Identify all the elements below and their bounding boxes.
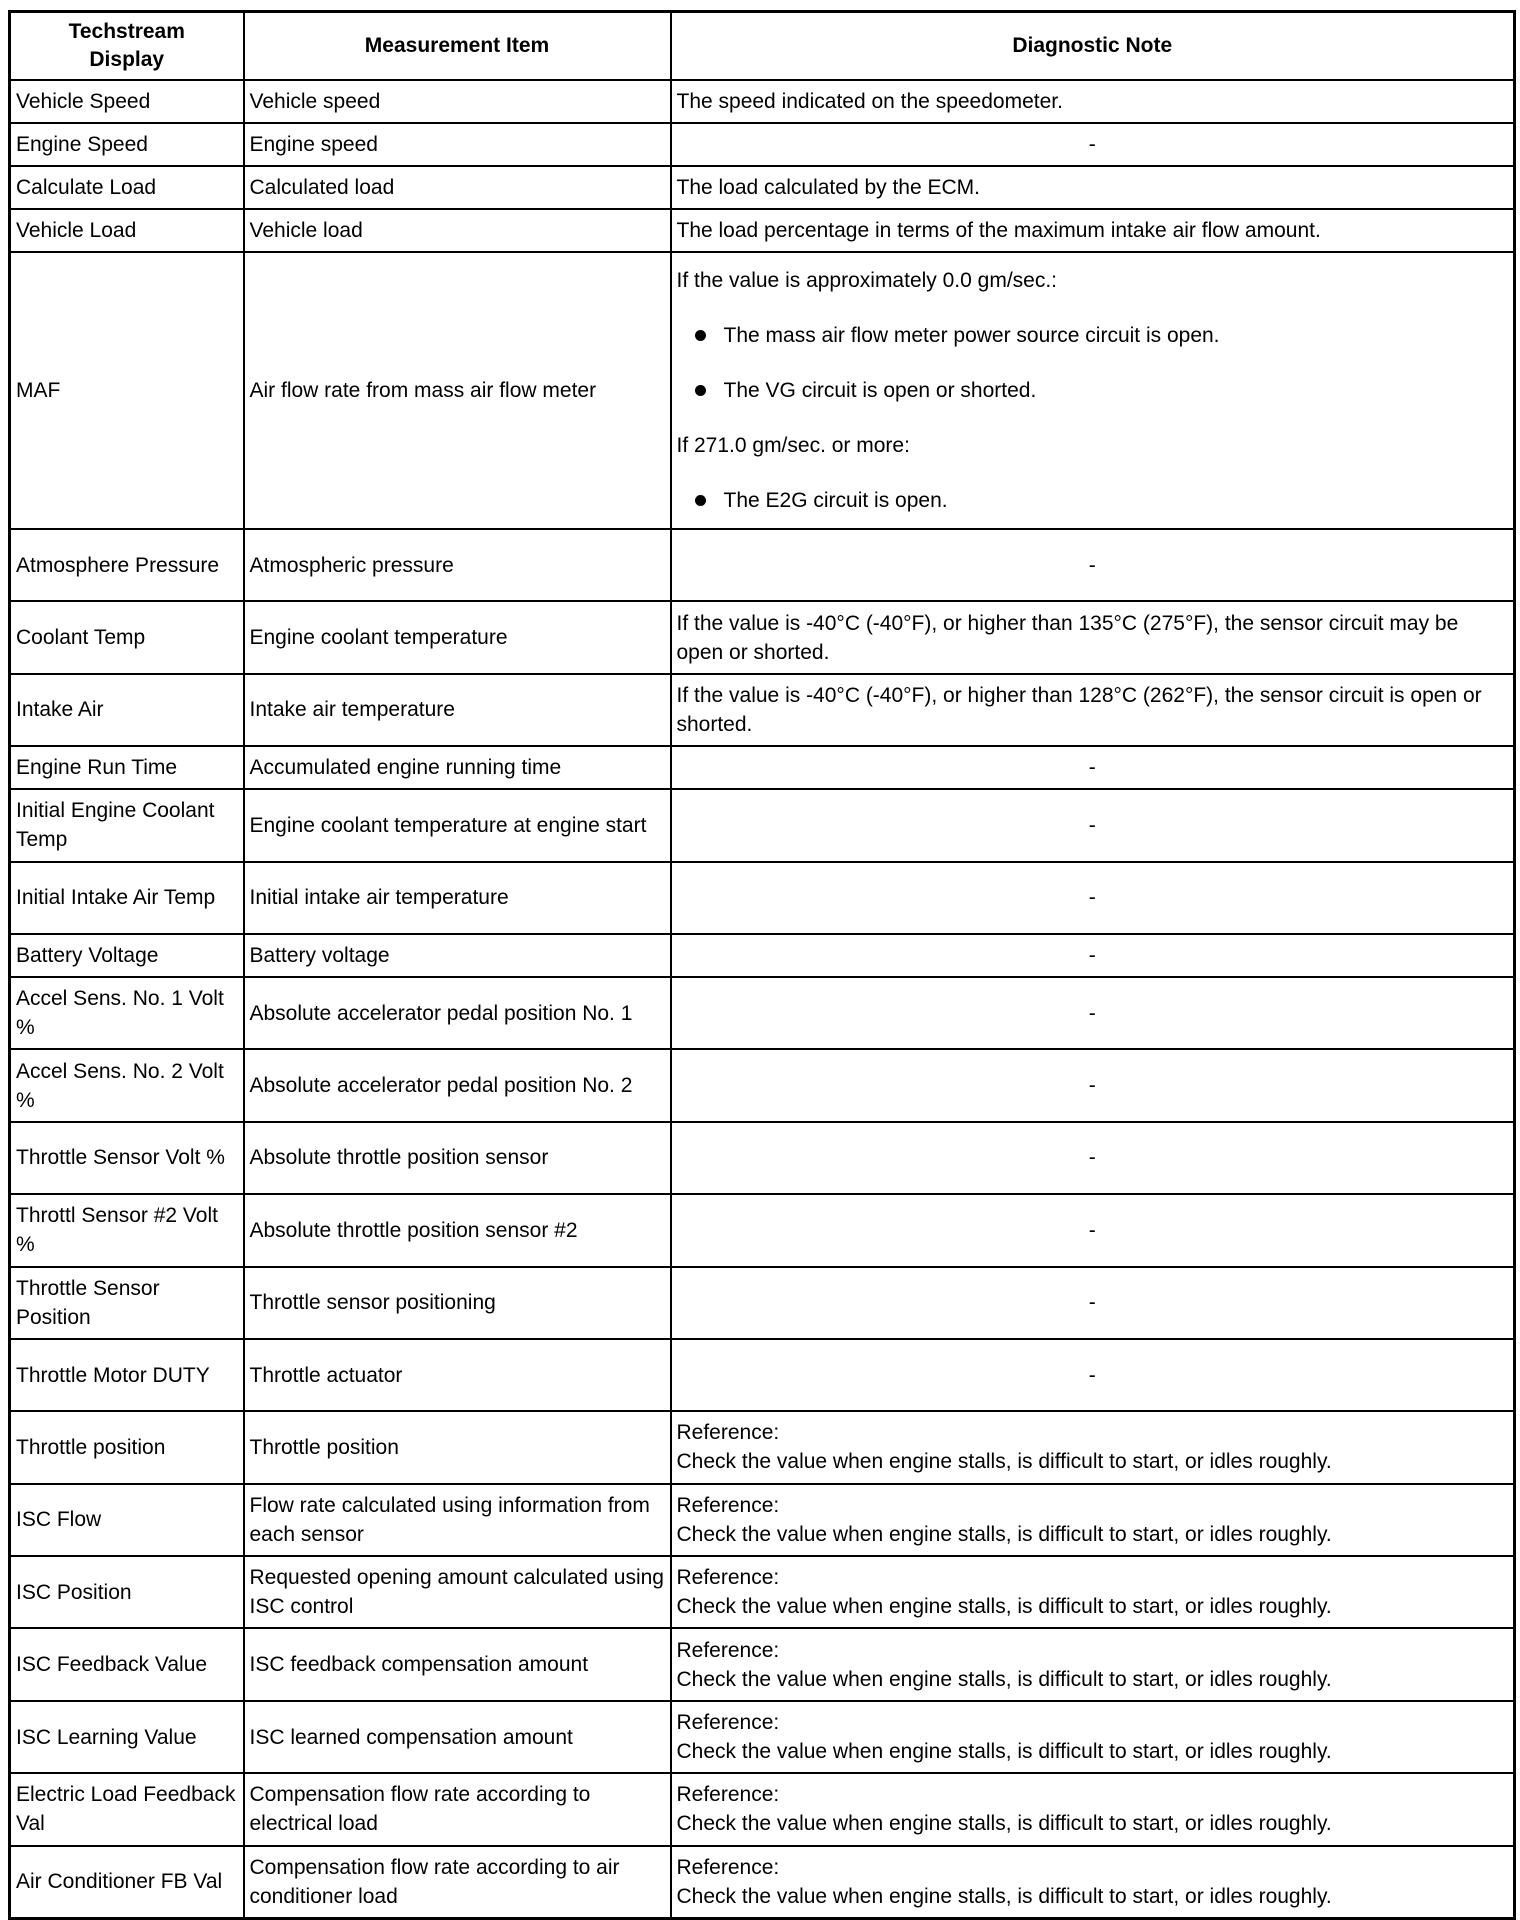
- techstream-display-cell: Coolant Temp: [10, 601, 244, 673]
- note-paragraph: If 271.0 gm/sec. or more:: [676, 434, 910, 457]
- techstream-display-cell: Accel Sens. No. 2 Volt %: [10, 1049, 244, 1121]
- techstream-display-cell: Throttle position: [10, 1411, 244, 1483]
- header-diagnostic-note: Diagnostic Note: [671, 12, 1515, 81]
- techstream-display-cell: Battery Voltage: [10, 934, 244, 977]
- diagnostic-note-cell: -: [671, 1339, 1515, 1411]
- bullet-item: [677, 308, 1509, 363]
- techstream-display-cell: Initial Intake Air Temp: [10, 862, 244, 934]
- table-row: [10, 674, 1515, 746]
- measurement-item-cell: Compensation flow rate according to air conditioner load: [244, 1846, 671, 1919]
- measurement-item-cell: ISC learned compensation amount: [244, 1701, 671, 1773]
- diagnostic-note-cell: -: [671, 934, 1515, 977]
- table-row: [10, 529, 1515, 601]
- diagnostic-note-cell: -: [671, 746, 1515, 789]
- diagnostic-note-cell: -: [671, 529, 1515, 601]
- diagnostic-note-cell: The load percentage in terms of the maximum intake air flow amount.: [671, 209, 1515, 252]
- techstream-display-cell: Vehicle Speed: [10, 80, 244, 123]
- bullet-text: The mass air flow meter power source circuit is open.: [723, 324, 1220, 347]
- diagnostic-note-cell: -: [671, 1194, 1515, 1266]
- measurement-item-cell: Throttle sensor positioning: [244, 1267, 671, 1339]
- measurement-item-cell: ISC feedback compensation amount: [244, 1628, 671, 1700]
- measurement-item-cell: Throttle position: [244, 1411, 671, 1483]
- table-row: [10, 1339, 1515, 1411]
- measurement-item-cell: Absolute throttle position sensor #2: [244, 1194, 671, 1266]
- table-row: [10, 1411, 1515, 1483]
- measurement-item-cell: Initial intake air temperature: [244, 862, 671, 934]
- diagnostic-note-cell: Reference: Check the value when engine stalls, is difficult to start, or idles roughly.: [671, 1846, 1515, 1919]
- measurement-item-cell: Absolute accelerator pedal position No. 2: [244, 1049, 671, 1121]
- bullet-text: The E2G circuit is open.: [723, 489, 948, 512]
- table-row: [10, 746, 1515, 789]
- bullet-item: [677, 473, 1509, 528]
- table-row: [10, 862, 1515, 934]
- header-techstream-display: Techstream Display: [10, 12, 244, 81]
- techstream-display-cell: ISC Flow: [10, 1484, 244, 1556]
- techstream-display-cell: Calculate Load: [10, 166, 244, 209]
- table-row: [10, 601, 1515, 673]
- diagnostic-note-cell: If the value is -40°C (-40°F), or higher than 135°C (275°F), the sensor circuit may be open or shorted.: [671, 601, 1515, 673]
- techstream-display-cell: Throttle Sensor Volt %: [10, 1122, 244, 1194]
- table-row: [10, 1049, 1515, 1121]
- table-row: [10, 789, 1515, 861]
- bullet-text: The VG circuit is open or shorted.: [723, 379, 1037, 402]
- table-row: [10, 252, 1515, 529]
- diagnostic-note-cell: [671, 252, 1515, 529]
- measurement-item-cell: Atmospheric pressure: [244, 529, 671, 601]
- measurement-item-cell: Engine coolant temperature at engine start: [244, 789, 671, 861]
- measurement-item-cell: Flow rate calculated using information from each sensor: [244, 1484, 671, 1556]
- table-row: [10, 1773, 1515, 1845]
- diagnostic-note-cell: -: [671, 1122, 1515, 1194]
- diagnostic-note-cell: -: [671, 123, 1515, 166]
- techstream-display-cell: Throttl Sensor #2 Volt %: [10, 1194, 244, 1266]
- bullet-icon: [695, 495, 706, 506]
- techstream-display-cell: Throttle Motor DUTY: [10, 1339, 244, 1411]
- table-row: [10, 1122, 1515, 1194]
- techstream-display-cell: Intake Air: [10, 674, 244, 746]
- measurement-item-cell: Engine speed: [244, 123, 671, 166]
- diagnostic-note-cell: -: [671, 1049, 1515, 1121]
- techstream-display-cell: Engine Speed: [10, 123, 244, 166]
- measurement-item-cell: Compensation flow rate according to electrical load: [244, 1773, 671, 1845]
- table-body: [10, 80, 1515, 1919]
- table-row: [10, 1846, 1515, 1919]
- techstream-display-cell: Vehicle Load: [10, 209, 244, 252]
- bullet-item: [677, 363, 1509, 418]
- note-paragraph: If the value is approximately 0.0 gm/sec.:: [676, 269, 1058, 292]
- diagnostic-note-cell: Reference: Check the value when engine stalls, is difficult to start, or idles roughly.: [671, 1484, 1515, 1556]
- table-row: [10, 1267, 1515, 1339]
- techstream-display-cell: Initial Engine Coolant Temp: [10, 789, 244, 861]
- table-row: [10, 80, 1515, 123]
- measurement-item-cell: Battery voltage: [244, 934, 671, 977]
- techstream-display-cell: MAF: [10, 252, 244, 529]
- header-row: [10, 12, 1515, 81]
- techstream-display-cell: ISC Feedback Value: [10, 1628, 244, 1700]
- techstream-display-cell: Engine Run Time: [10, 746, 244, 789]
- diagnostic-note-cell: The load calculated by the ECM.: [671, 166, 1515, 209]
- table-row: [10, 1701, 1515, 1773]
- measurement-item-cell: Intake air temperature: [244, 674, 671, 746]
- table-row: [10, 209, 1515, 252]
- techstream-display-cell: Electric Load Feedback Val: [10, 1773, 244, 1845]
- measurement-item-cell: Absolute accelerator pedal position No. 1: [244, 977, 671, 1049]
- diagnostic-note-cell: Reference: Check the value when engine stalls, is difficult to start, or idles roughly.: [671, 1556, 1515, 1628]
- table-row: [10, 1628, 1515, 1700]
- measurement-item-cell: Calculated load: [244, 166, 671, 209]
- measurement-item-cell: Vehicle load: [244, 209, 671, 252]
- diagnostic-note-cell: Reference: Check the value when engine stalls, is difficult to start, or idles roughly.: [671, 1411, 1515, 1483]
- table-row: [10, 166, 1515, 209]
- diagnostic-note-cell: -: [671, 789, 1515, 861]
- diagnostic-note-cell: Reference: Check the value when engine stalls, is difficult to start, or idles roughly.: [671, 1628, 1515, 1700]
- techstream-display-cell: ISC Learning Value: [10, 1701, 244, 1773]
- bullet-icon: [695, 330, 706, 341]
- data-list-table: [8, 10, 1516, 1920]
- table-row: [10, 1556, 1515, 1628]
- techstream-display-cell: Air Conditioner FB Val: [10, 1846, 244, 1919]
- diagnostic-note-cell: Reference: Check the value when engine stalls, is difficult to start, or idles roughly.: [671, 1701, 1515, 1773]
- techstream-display-cell: ISC Position: [10, 1556, 244, 1628]
- measurement-item-cell: Engine coolant temperature: [244, 601, 671, 673]
- table-row: [10, 123, 1515, 166]
- diagnostic-note-cell: Reference: Check the value when engine stalls, is difficult to start, or idles roughly.: [671, 1773, 1515, 1845]
- diagnostic-note-cell: -: [671, 1267, 1515, 1339]
- diagnostic-note-cell: The speed indicated on the speedometer.: [671, 80, 1515, 123]
- bullet-icon: [695, 385, 706, 396]
- diagnostic-note-cell: -: [671, 977, 1515, 1049]
- measurement-item-cell: Accumulated engine running time: [244, 746, 671, 789]
- techstream-display-cell: Atmosphere Pressure: [10, 529, 244, 601]
- measurement-item-cell: Air flow rate from mass air flow meter: [244, 252, 671, 529]
- measurement-item-cell: Absolute throttle position sensor: [244, 1122, 671, 1194]
- diagnostic-note-cell: -: [671, 862, 1515, 934]
- table-row: [10, 977, 1515, 1049]
- header-measurement-item: Measurement Item: [244, 12, 671, 81]
- measurement-item-cell: Throttle actuator: [244, 1339, 671, 1411]
- table-row: [10, 934, 1515, 977]
- techstream-display-cell: Accel Sens. No. 1 Volt %: [10, 977, 244, 1049]
- measurement-item-cell: Vehicle speed: [244, 80, 671, 123]
- table-row: [10, 1194, 1515, 1266]
- techstream-display-cell: Throttle Sensor Position: [10, 1267, 244, 1339]
- measurement-item-cell: Requested opening amount calculated using ISC control: [244, 1556, 671, 1628]
- table-row: [10, 1484, 1515, 1556]
- diagnostic-note-cell: If the value is -40°C (-40°F), or higher than 128°C (262°F), the sensor circuit is open or shorted.: [671, 674, 1515, 746]
